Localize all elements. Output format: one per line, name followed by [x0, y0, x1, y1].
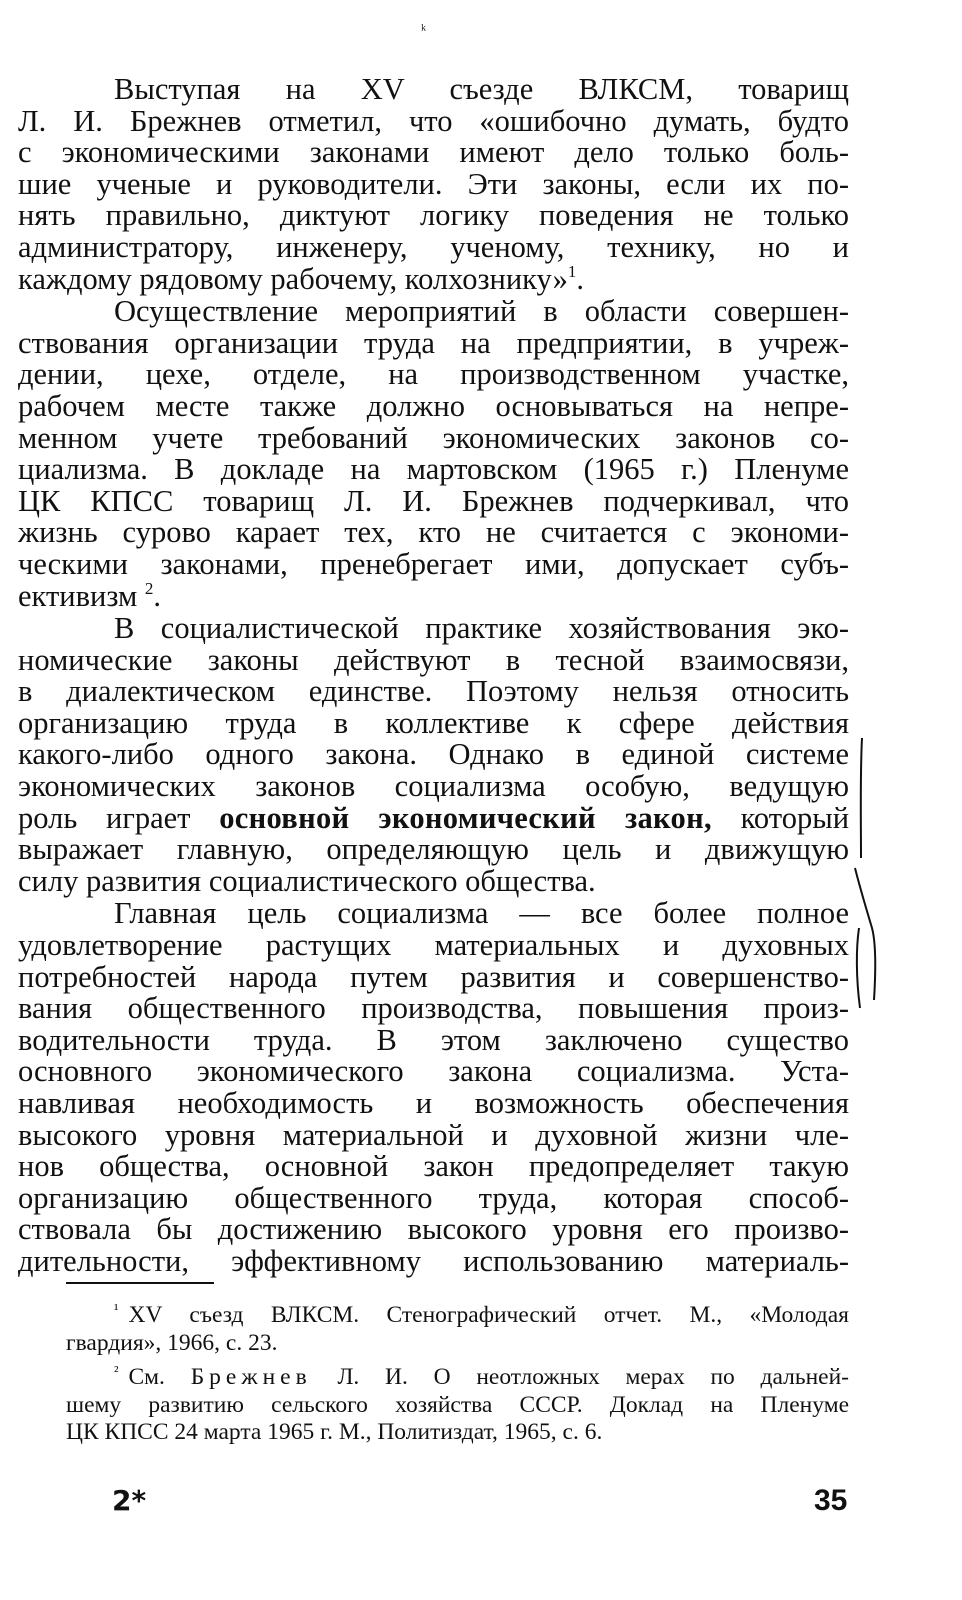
text-line: Осуществление мероприятий в области совершен-	[114, 294, 849, 329]
footnote-2	[66, 1359, 849, 1447]
text-line: выражает главную, определяющую цель и движущую	[18, 832, 849, 867]
text-line: номические законы действуют в тесной взаимосвязи,	[18, 642, 849, 677]
text-fragment: .	[153, 578, 161, 613]
text-line	[18, 578, 849, 613]
text-line: дительности, эффективному использованию материаль-	[18, 1243, 849, 1278]
footnote-line	[66, 1297, 849, 1330]
text-line: шие ученые и руководители. Эти законы, если их по-	[18, 166, 849, 201]
text-fragment: Л. И. О неотложных мерах по дальней-	[311, 1364, 850, 1390]
footnote-line	[66, 1359, 849, 1392]
text-fragment: ективизм	[18, 578, 138, 613]
footnote-mark: ¹	[114, 1302, 119, 1318]
text-line: ствовала бы достижению высокого уровня его произво-	[18, 1212, 849, 1247]
text-line: менном учете требований экономических законов со-	[18, 420, 849, 455]
text-line: Л. И. Брежнев отметил, что «ошибочно думать, будто	[18, 103, 849, 138]
text-line: ЦК КПСС товарищ Л. И. Брежнев подчеркивал, что	[18, 483, 849, 518]
footnote-separator	[66, 1282, 214, 1284]
main-text	[18, 72, 850, 1278]
text-line: циализма. В докладе на мартовском (1965 г.) Пленуме	[18, 452, 849, 487]
text-line: жизнь сурово карает тех, кто не считается с экономи-	[18, 515, 849, 550]
paragraph-1	[18, 72, 849, 296]
text-line: основного экономического закона социализма. Уста-	[18, 1054, 849, 1089]
footnote-line: шему развитию сельского хозяйства СССР. Доклад на Пленуме	[66, 1391, 849, 1418]
paragraph-3	[18, 611, 850, 898]
text-line: с экономическими законами имеют дело только боль-	[18, 135, 849, 170]
paragraph-2	[18, 294, 849, 613]
paragraph-4	[18, 896, 849, 1278]
footnote-line: ЦК КПСС 24 марта 1965 г. М., Политиздат, 1965, с. 6.	[66, 1419, 603, 1445]
text-fragment: .	[576, 261, 584, 296]
top-mark: ᵏ	[421, 22, 427, 39]
text-line: в диалектическом единстве. Поэтому нельзя относить	[18, 674, 849, 709]
text-line: Главная цель социализма — все более полное	[114, 896, 849, 931]
text-line: удовлетворение растущих материальных и духовных	[18, 928, 849, 963]
text-line: экономических законов социализма особую, ведущую	[18, 769, 849, 804]
text-line: навливая необходимость и возможность обеспечения	[18, 1086, 849, 1120]
text-line: нов общества, основной закон предопределяет такую	[18, 1149, 849, 1184]
emphasized-term: основной экономический закон,	[219, 800, 712, 835]
footnotes	[66, 1297, 849, 1449]
author-name: Брежнев	[190, 1364, 312, 1390]
text-fragment: который	[711, 800, 850, 835]
footnote-ref-2[interactable]: 2	[144, 578, 154, 598]
text-line: вания общественного производства, повышения произ-	[18, 991, 849, 1026]
text-line: нять правильно, диктуют логику поведения не только	[18, 198, 849, 233]
text-line: ствования организации труда на предприятии, в учреж-	[18, 325, 849, 360]
text-line: рабочем месте также должно основываться на непре-	[18, 388, 849, 423]
page-number: 35	[814, 1484, 848, 1517]
footnote-line: гвардия», 1966, с. 23.	[66, 1329, 278, 1356]
footnote-ref-1[interactable]: 1	[567, 261, 577, 281]
text-line: Выступая на XV съезде ВЛКСМ, товарищ	[114, 72, 849, 106]
text-fragment: роль играет	[18, 800, 220, 835]
text-line	[18, 800, 850, 835]
text-line: администратору, инженеру, ученому, технику, но и	[18, 229, 849, 264]
text-fragment: См.	[128, 1364, 191, 1390]
text-line: водительности труда. В этом заключено существо	[18, 1022, 849, 1057]
footnote-mark: ²	[114, 1364, 119, 1380]
text-line: организацию труда в коллективе к сфере действия	[18, 705, 849, 740]
text-line: силу развития социалистического общества.	[18, 863, 596, 898]
text-line: дении, цехе, отделе, на производственном участке,	[18, 357, 849, 392]
text-fragment: XV съезд ВЛКСМ. Стенографический отчет. М., «Молодая	[128, 1302, 849, 1328]
handwritten-margin-bracket	[852, 738, 892, 1013]
text-line	[18, 261, 849, 296]
signature-mark: 2*	[112, 1484, 147, 1517]
text-fragment: каждому рядовому рабочему, колхознику»	[18, 261, 568, 296]
text-line: организацию общественного труда, которая способ-	[18, 1180, 849, 1215]
text-line: потребностей народа путем развития и совершенство-	[18, 959, 849, 994]
footnote-1	[66, 1297, 849, 1357]
text-line: В социалистической практике хозяйствования эко-	[114, 611, 849, 646]
text-line: ческими законами, пренебрегает ими, допускает субъ-	[18, 546, 849, 581]
text-line: какого-либо одного закона. Однако в единой системе	[18, 737, 849, 772]
text-line: высокого уровня материальной и духовной жизни чле-	[18, 1117, 849, 1152]
